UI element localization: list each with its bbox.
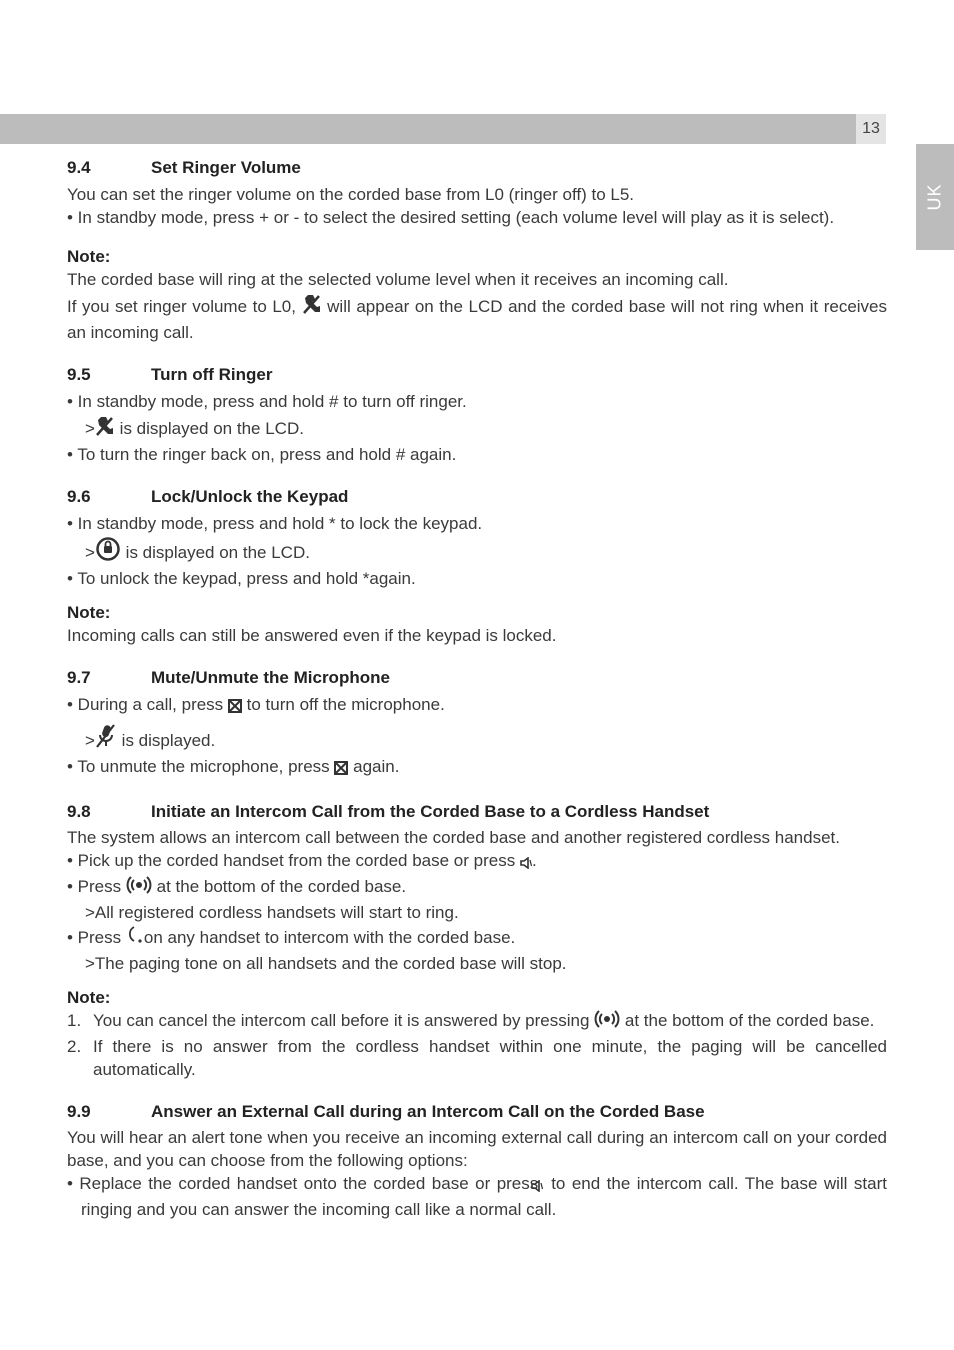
mute-key-icon [228,696,242,719]
note-list-item: 2. If there is no answer from the cordless handset within one minute, the paging will be cancelled automatically. [67,1037,887,1079]
bullet-item: • During a call, press to turn off the microphone. [67,693,887,719]
mic-muted-icon [95,723,117,755]
note-list [67,1009,887,1081]
bullet-item: • To turn the ringer back on, press and hold # again. [67,445,457,464]
language-tab-label: UK [924,183,945,211]
paging-icon [126,875,152,901]
note-text: The corded base will ring at the selected volume level when it receives an incoming call. [67,270,729,289]
section-heading-9-7: 9.7 Mute/Unmute the Microphone [67,668,390,687]
bullet-item: • In standby mode, press and hold # to turn off ringer. [67,392,467,411]
note-text: If you set ringer volume to L0, will appear on the LCD and the corded base will not ring when it receives an incoming call. [67,293,887,344]
speaker-icon [520,852,532,875]
section-heading-9-4: 9.4 Set Ringer Volume [67,158,301,177]
note-label: Note: [67,247,111,266]
paging-icon [594,1009,620,1035]
bullet-item: • To unmute the microphone, press again. [67,755,887,781]
language-tab[interactable] [916,144,954,250]
bullet-item: • In standby mode, press and hold * to lock the keypad. [67,514,483,533]
bullet-item: • Press on any handset to intercom with the corded base. [67,926,887,952]
section-heading-9-9: 9.9 Answer an External Call during an Intercom Call on the Corded Base [67,1102,705,1121]
manual-content [67,156,887,1221]
bullet-item: • Press at the bottom of the corded base. [67,875,887,901]
bullet-item: • Pick up the corded handset from the corded base or press . [67,849,887,875]
result-line: >All registered cordless handsets will start to ring. [85,903,459,922]
paragraph: You can set the ringer volume on the corded base from L0 (ringer off) to L5. [67,185,635,204]
section-heading-9-5: 9.5 Turn off Ringer [67,365,273,384]
note-label: Note: [67,603,111,622]
keypad-lock-icon [95,537,121,567]
section-heading-9-8: 9.8 Initiate an Intercom Call from the Corded Base to a Cordless Handset [67,802,710,821]
mute-key-icon [334,758,348,781]
bullet-item: • To unlock the keypad, press and hold *again. [67,569,416,588]
page-number: 13 [856,114,886,144]
paragraph: The system allows an intercom call between the corded base and another registered cordless handset. [67,828,840,847]
result-line: > is displayed. [67,723,887,755]
ringer-off-icon [302,293,322,321]
paragraph: You will hear an alert tone when you receive an incoming external call during an intercom call on your corded base, and you can choose from the following options: [67,1128,887,1170]
intercom-icon [126,926,144,952]
section-heading-9-6: 9.6 Lock/Unlock the Keypad [67,487,349,506]
result-line: >The paging tone on all handsets and the corded base will stop. [85,954,567,973]
header-bar [0,114,856,144]
note-text: Incoming calls can still be answered even if the keypad is locked. [67,626,557,645]
note-list-item: 1. You can cancel the intercom call before it is answered by pressing at the bottom of the corded base. [67,1009,887,1035]
result-line: > is displayed on the LCD. [67,537,887,567]
bullet-item: • In standby mode, press + or - to select the desired setting (each volume level will play as it is select). [67,208,835,227]
ringer-off-icon [95,415,115,443]
note-label: Note: [67,988,111,1007]
bullet-item: • Replace the corded handset onto the corded base or press to end the intercom call. The base will start ringing and you can answer the incoming call like a normal call. [67,1174,887,1219]
result-line: > is displayed on the LCD. [67,415,887,443]
